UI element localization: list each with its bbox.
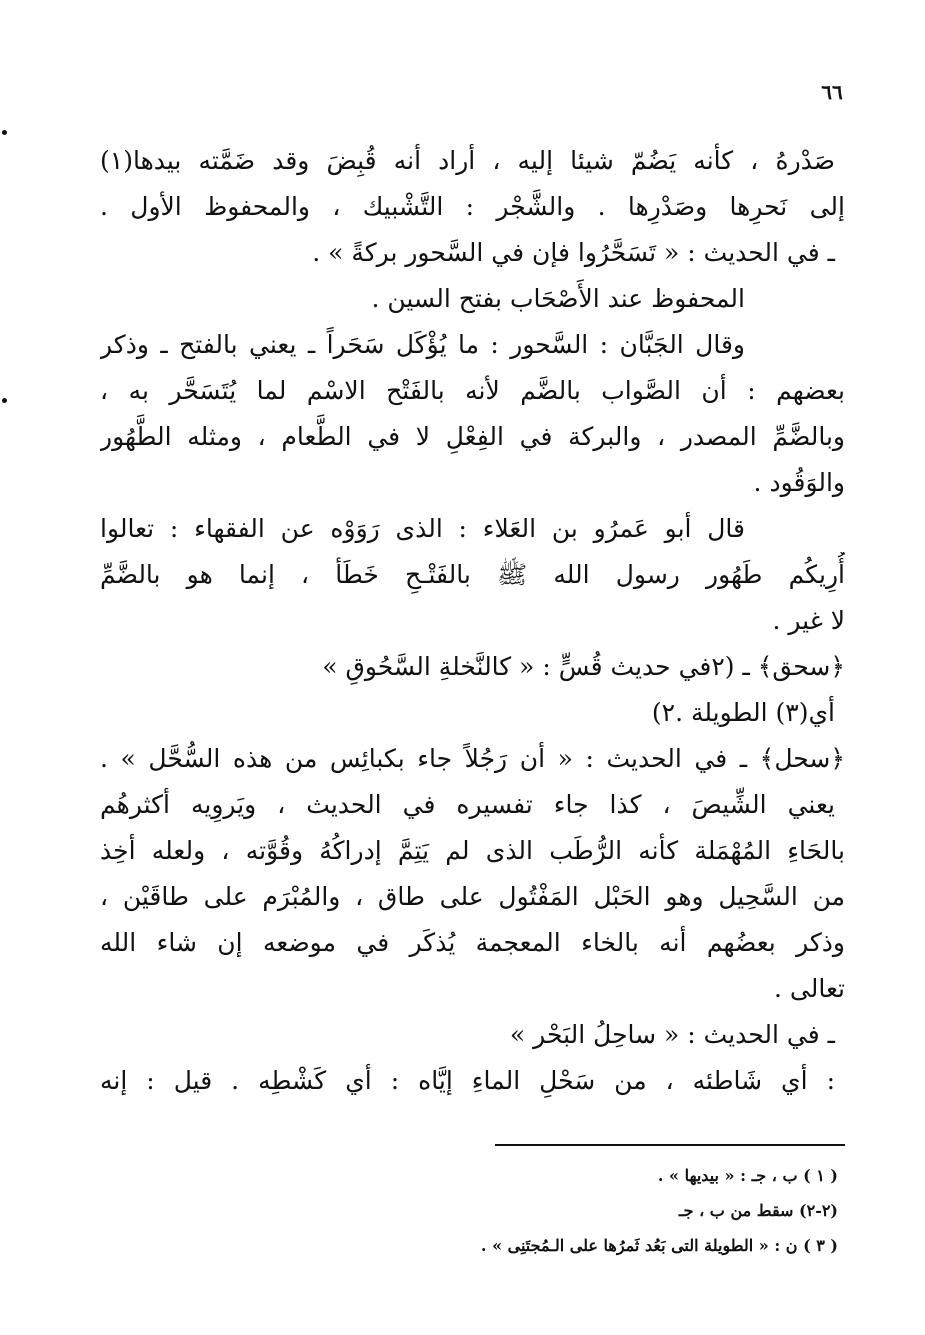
entry-heading-line: ﴿سحل﴾ ـ في الحديث : « أن رَجُلاً جاء بكبائِس من هذه السُّحَّل » . bbox=[100, 744, 845, 773]
footnote-separator bbox=[495, 1144, 845, 1146]
text-line: وذكر بعضُهم أنه بالخاء المعجمة يُذكَر في موضعه إن شاء الله bbox=[100, 928, 845, 957]
text-line: بعضهم : أن الصَّواب بالضَّم لأنه بالفَتْح الاسْم لما يُتَسَحَّر به ، bbox=[100, 376, 845, 405]
margin-mark bbox=[2, 130, 7, 135]
text-line: وبالضَّمِّ المصدر ، والبركة في الفِعْلِ لا في الطَّعام ، ومثله الطَّهُور bbox=[100, 422, 845, 451]
text-line: والوَقُود . bbox=[753, 468, 845, 497]
text-line: بالحَاءِ المُهْمَلة كأنه الرُّطَب الذى لم يَتِمَّ إدراكُهُ وقُوَّته ، ولعله أخِذ bbox=[100, 836, 845, 865]
text-line: إلى نَحرِها وصَدْرِها . والشَّجْر : التَّشْبيك ، والمحفوظ الأول . bbox=[100, 192, 845, 221]
text-line: أي(٣) الطويلة .٢) bbox=[651, 698, 835, 727]
margin-mark bbox=[2, 398, 7, 403]
footnotes bbox=[360, 1158, 838, 1263]
page-number: ٦٦ bbox=[821, 80, 843, 104]
text-line: ـ في الحديث : « تَسَحَّرُوا فإن في السَّحور بركةً » . bbox=[312, 238, 835, 267]
text-line: تعالى . bbox=[774, 974, 845, 1003]
footnote: ( ٣ ) ن : « الطويلة التى بَعُد ثَمرُها على الـمُجتَنِى » . bbox=[480, 1236, 838, 1255]
text-line: قال أبو عَمرُو بن العَلاء : الذى رَوَوْه عن الفقهاء : تعالوا bbox=[100, 514, 745, 543]
text-line: أُرِيكُم طَهُور رسول الله ﷺ بالفَتْـحِ خَطَأ ، إنما هو بالضَّمِّ bbox=[100, 560, 845, 589]
body-text bbox=[100, 138, 845, 1104]
text-line: : أي شَاطئه ، من سَحْلِ الماءِ إيَّاه : أي كَشْطِه . قيل : إنه bbox=[100, 1066, 835, 1095]
text-line: المحفوظ عند الأَصْحَاب بفتح السين . bbox=[371, 284, 745, 313]
text-line: ـ في الحديث : « ساحِلُ البَحْر » bbox=[509, 1020, 835, 1049]
text-line: لا غير . bbox=[772, 606, 845, 635]
text-line: يعني الشِّيصَ ، كذا جاء تفسيره في الحديث ، ويَروِيه أكثرهُم bbox=[100, 790, 835, 819]
footnote: ( ١ ) ب ، جـ : « بيديها » . bbox=[657, 1166, 838, 1185]
footnote: (٢-٢) سقط من ب ، جـ bbox=[678, 1201, 838, 1220]
text-line: وقال الجَبَّان : السَّحور : ما يُؤْكَل سَحَراً ـ يعني بالفتح ـ وذكر bbox=[100, 330, 745, 359]
entry-heading-line: ﴿سحق﴾ ـ (٢في حديث قُسٍّ : « كالنَّخلةِ السَّحُوقِ » bbox=[322, 652, 845, 681]
text-line: من السَّحِيل وهو الحَبْل المَفْتُول على طاق ، والمُبْرَم على طاقَيْن ، bbox=[100, 882, 845, 911]
text-line: صَدْرهُ ، كأنه يَضُمّ شيئا إليه ، أراد أنه قُبِضَ وقد ضَمَّته بيدها(١) bbox=[100, 146, 835, 175]
